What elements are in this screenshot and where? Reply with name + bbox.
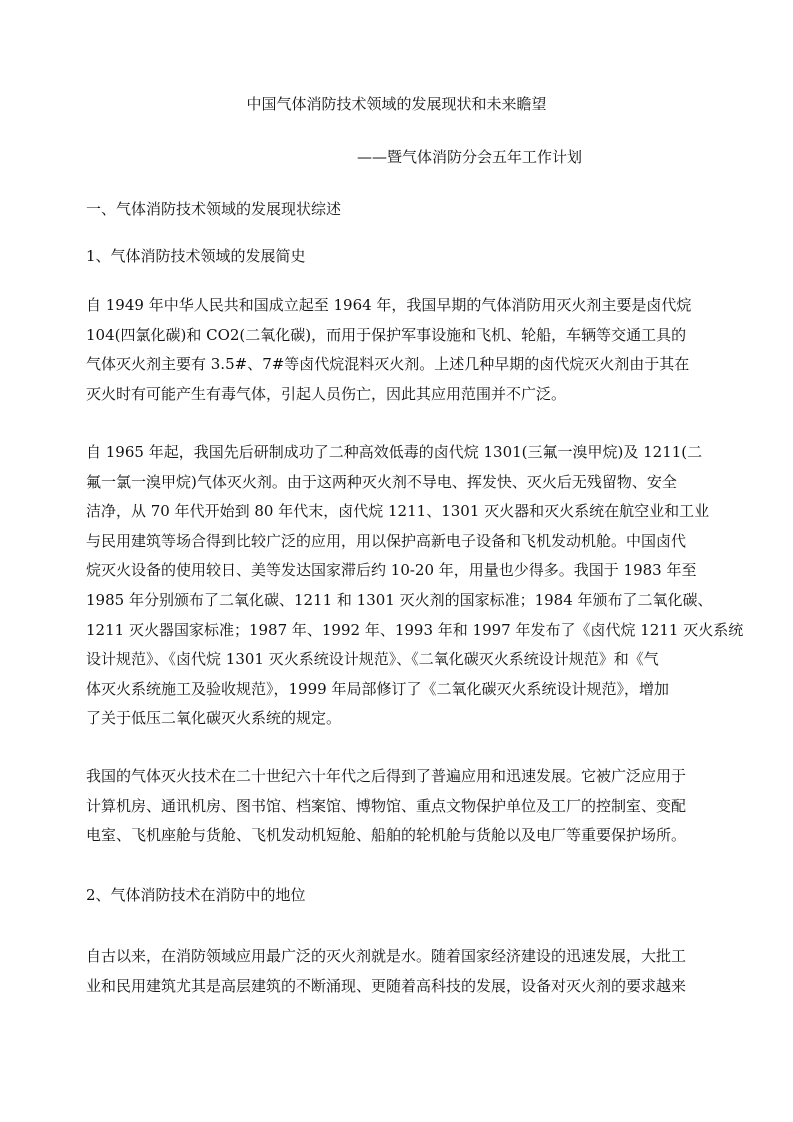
- paragraph-line: 电室、飞机座舱与货舱、飞机发动机短舱、船舶的轮机舱与货舱以及电厂等重要保护场所。: [86, 826, 687, 845]
- subtitle-text: ——暨气体消防分会五年工作计划: [357, 148, 583, 166]
- paragraph-line: 与民用建筑等场合得到比较广泛的应用，用以保护高新电子设备和飞机发动机舱。中国卤代: [86, 531, 687, 550]
- section-heading-1: [86, 195, 716, 225]
- title-text: 中国气体消防技术领域的发展现状和未来瞻望: [246, 95, 547, 113]
- paragraph-line: 我国的气体灭火技术在二十世纪六十年代之后得到了普遍应用和迅速发展。它被广泛应用于: [86, 767, 687, 785]
- heading-text: 1、气体消防技术领域的发展简史: [86, 247, 306, 265]
- paragraph-2: [86, 438, 744, 734]
- paragraph-line: 业和民用建筑尤其是高层建筑的不断涌现、更随着高科技的发展，设备对灭火剂的要求越来: [86, 976, 687, 995]
- paragraph-4: [86, 942, 716, 1001]
- paragraph-line: 气体灭火剂主要有 3.5#、7#等卤代烷混料灭火剂。上述几种早期的卤代烷灭火剂由于其在: [86, 355, 690, 374]
- paragraph-line: 烷灭火设备的使用较日、美等发达国家滞后约 10-20 年，用量也少得多。我国于 1983 年至: [86, 561, 697, 580]
- paragraph-line: 104(四氯化碳)和 CO2(二氧化碳)，而用于保护军事设施和飞机、轮船，车辆等交通工具的: [86, 325, 687, 344]
- paragraph-line: 1211 灭火器国家标准；1987 年、1992 年、1993 年和 1997 年发布了《卤代烷 1211 灭火系统: [86, 620, 744, 639]
- document-subtitle: [357, 143, 757, 173]
- paragraph-line: 设计规范》、《卤代烷 1301 灭火系统设计规范》、《二氧化碳灭火系统设计规范》和《气: [86, 650, 659, 669]
- document-title: [0, 90, 793, 120]
- paragraph-line: 自古以来，在消防领域应用最广泛的灭火剂就是水。随着国家经济建设的迅速发展，大批工: [86, 947, 687, 965]
- paragraph-line: 体灭火系统施工及验收规范》，1999 年局部修订了《二氧化碳灭火系统设计规范》，增加: [86, 679, 669, 698]
- paragraph-line: 洁净，从 70 年代开始到 80 年代末，卤代烷 1211、1301 灭火器和灭火系统在航空业和工业: [86, 502, 710, 521]
- paragraph-line: 1985 年分别颁布了二氧化碳、1211 和 1301 灭火剂的国家标准；1984 年颁布了二氧化碳、: [86, 590, 713, 609]
- paragraph-line: 自 1965 年起，我国先后研制成功了二种高效低毒的卤代烷 1301(三氟一溴甲烷)及 1211(二: [86, 443, 703, 461]
- paragraph-1: [86, 291, 716, 409]
- heading-text: 2、气体消防技术在消防中的地位: [86, 886, 306, 904]
- paragraph-line: 灭火时有可能产生有毒气体，引起人员伤亡，因此其应用范围并不广泛。: [86, 384, 567, 403]
- paragraph-line: 自 1949 年中华人民共和国成立起至 1964 年，我国早期的气体消防用灭火剂主要是卤代烷: [86, 296, 692, 314]
- paragraph-3: [86, 762, 716, 851]
- subsection-heading-1: [86, 242, 716, 272]
- paragraph-line: 计算机房、通讯机房、图书馆、档案馆、博物馆、重点文物保护单位及工厂的控制室、变配: [86, 796, 687, 815]
- paragraph-line: 了关于低压二氧化碳灭火系统的规定。: [86, 709, 342, 728]
- heading-text: 一、气体消防技术领域的发展现状综述: [86, 200, 342, 218]
- subsection-heading-2: [86, 881, 716, 911]
- paragraph-line: 氟一氯一溴甲烷)气体灭火剂。由于这两种灭火剂不导电、挥发快、灭火后无残留物、安全: [86, 472, 677, 491]
